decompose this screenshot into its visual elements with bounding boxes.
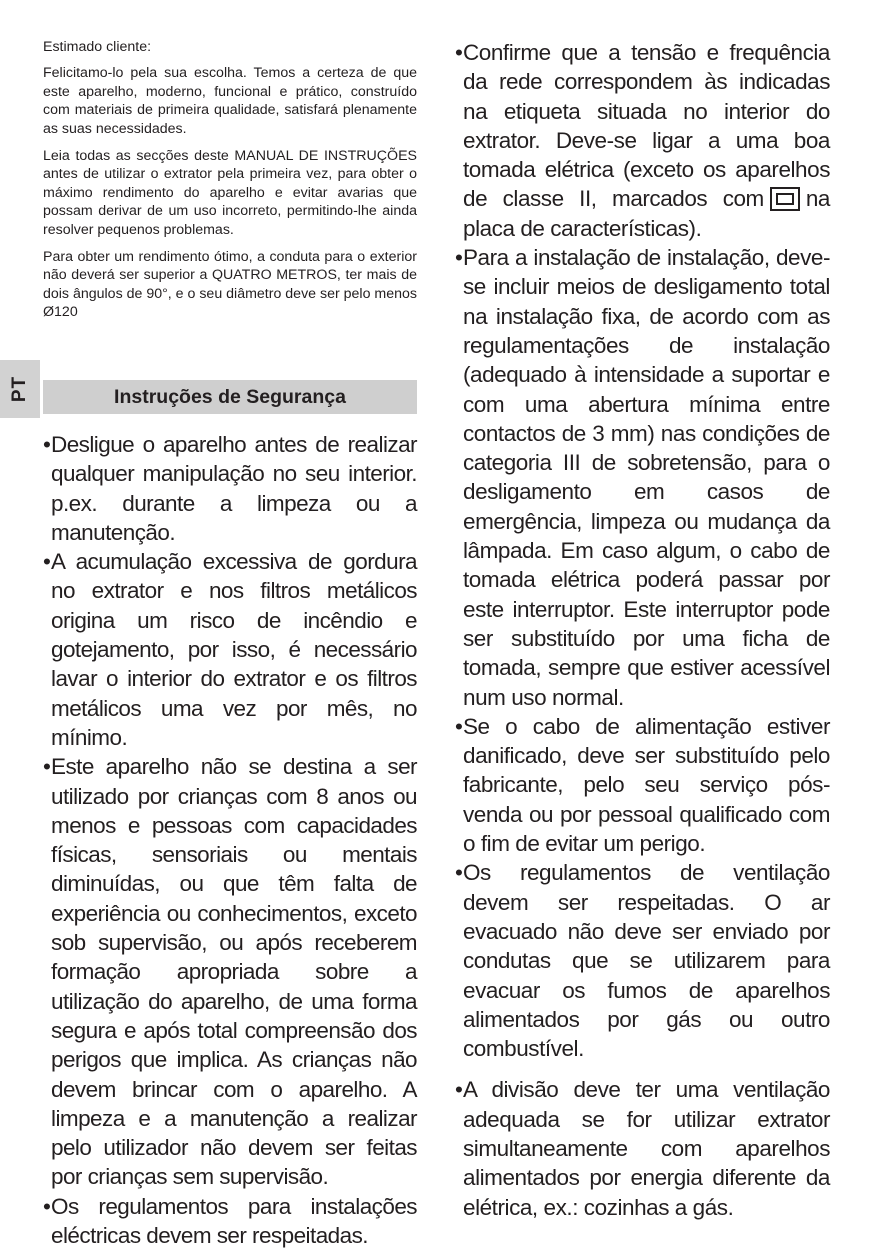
- intro-column: [43, 38, 417, 331]
- bullet: •: [43, 432, 51, 457]
- intro-paragraph: Felicitamo-lo pela sua escolha. Temos a certeza de que este aparelho, moderno, funcional e prático, construído com materiais de primeira qualidade, satisfará plenamente as suas necessidades.: [43, 65, 417, 137]
- spacer: [455, 1063, 830, 1075]
- safety-item: [455, 243, 830, 712]
- safety-item-text: Desligue o aparelho antes de realizar qualquer manipulação no seu interior. p.ex. durante a limpeza ou a manutenção.: [51, 432, 417, 545]
- bullet: •: [43, 1193, 51, 1219]
- safety-item-text: Os regulamentos para instalações eléctricas devem ser respeitadas.: [51, 1193, 417, 1249]
- bullet: •: [455, 860, 463, 886]
- safety-item-text: Este aparelho não se destina a ser utilizado por crianças com 8 anos ou menos e pessoas com capacidades físicas, sensoriais ou mentais diminuídas, ou que têm falta de experiência ou conhecimentos, exceto sob supervisão, ou após receberem formação apropriada sobre a utilização do aparelho, de uma forma segura e após total compreensão dos perigos que implica. As crianças não devem brincar com o aparelho. A limpeza e a manutenção a realizar pelo utilizador não devem ser feitas por crianças sem supervisão.: [51, 754, 417, 1190]
- double-square-class-ii-icon: [770, 187, 800, 211]
- safety-item-text: Se o cabo de alimentação estiver danificado, deve ser substituído pelo fabricante, pelo seu serviço pós-venda ou por pessoal qualificado com o fim de evitar um perigo.: [463, 713, 830, 857]
- language-tab-label: PT: [9, 375, 30, 403]
- safety-item-text: Para a instalação de instalação, deve-se incluir meios de desligamento total na instalação fixa, de acordo com as regulamentações de instalação (adequado à intensidade a suportar e com uma abertura mínima entre contactos de 3 mm) nas condições de categoria III de sobretensão, para o desligamento em casos de emergência, limpeza ou mudança da lâmpada. Em caso algum, o cabo de tomada elétrica poderá passar por este interruptor. Este interruptor pode ser substituído por uma ficha de tomada, sempre que estiver acessível num uso normal.: [463, 245, 830, 710]
- bullet: •: [455, 40, 463, 65]
- section-title: Instruções de Segurança: [114, 385, 346, 408]
- safety-item-text: Os regulamentos de ventilação devem ser respeitadas. O ar evacuado não deve ser enviado por condutas que se utilizarem para evacuar os fumos de aparelhos alimentados por gás ou outro combustível.: [463, 860, 830, 1062]
- bullet: •: [455, 713, 463, 739]
- safety-item: [455, 38, 830, 243]
- bullet: •: [43, 754, 51, 780]
- bullet: •: [455, 1077, 463, 1103]
- safety-item-text: na placa de características).: [463, 186, 830, 241]
- safety-list-left: [43, 430, 417, 1250]
- safety-item: [43, 752, 417, 1191]
- safety-item: [455, 712, 830, 858]
- safety-item: [455, 858, 830, 1063]
- intro-paragraph: Para obter um rendimento ótimo, a conduta para o exterior não deverá ser superior a QUATRO METROS, ter mais de dois ângulos de 90°, e o seu diâmetro deve ser pelo menos Ø120: [43, 249, 417, 321]
- section-header: [43, 380, 417, 414]
- safety-list-right: [455, 38, 830, 1222]
- safety-item: [43, 1192, 417, 1250]
- safety-item-text: A acumulação excessiva de gordura no extrator e nos filtros metálicos origina um risco de incêndio e gotejamento, por isso, é necessário lavar o interior do extrator e os filtros metálicos uma vez por mês, no mínimo.: [51, 549, 417, 750]
- intro-paragraph: Leia todas as secções deste MANUAL DE INSTRUÇÕES antes de utilizar o extrator pela primeira vez, para obter o máximo rendimento do aparelho e evitar avarias que possam derivar de um uso incorreto, permitindo-lhe ainda resolver pequenos problemas.: [43, 148, 417, 238]
- safety-item-text: Confirme que a tensão e frequência da rede correspondem às indicadas na etiqueta situada no interior do extrator. Deve-se ligar a uma boa tomada elétrica (exceto os aparelhos de classe II, marcados com: [463, 40, 830, 212]
- safety-item: [43, 430, 417, 547]
- safety-item: [455, 1075, 830, 1221]
- safety-item: [43, 547, 417, 752]
- language-tab: [0, 360, 40, 418]
- safety-item-text: A divisão deve ter uma ventilação adequada se for utilizar extrator simultaneamente com aparelhos alimentados por energia diferente da elétrica, ex.: cozinhas a gás.: [463, 1077, 830, 1220]
- bullet: •: [43, 549, 51, 575]
- bullet: •: [455, 245, 463, 271]
- greeting: Estimado cliente:: [43, 39, 152, 55]
